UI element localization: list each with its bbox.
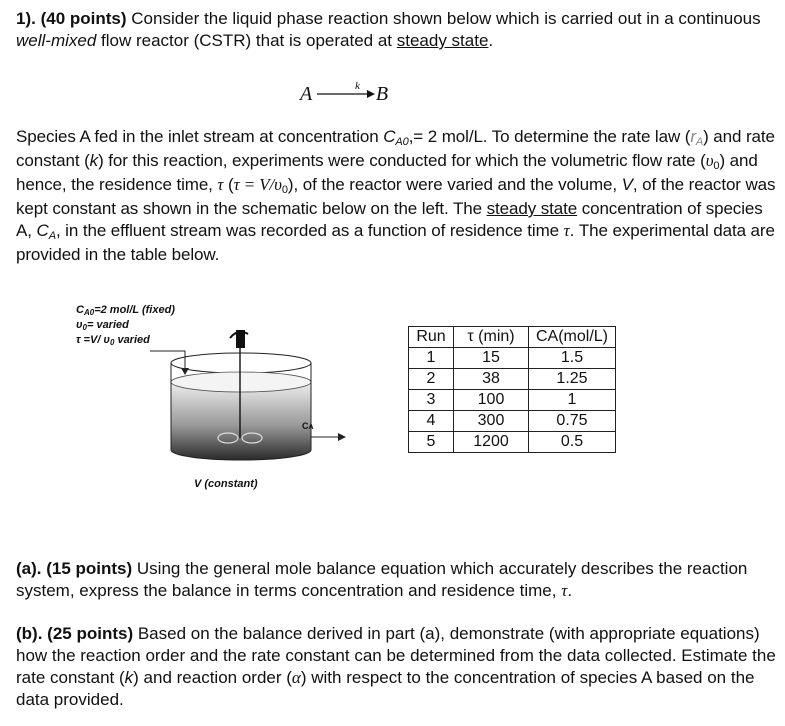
ca0-sub: A0 (395, 136, 409, 148)
part-a-question (16, 558, 776, 602)
ca-symbol: C (36, 221, 49, 240)
part-b-text: ) and reaction order ( (133, 668, 292, 687)
desc-text: ), of the reactor were varied and the volume, (287, 175, 622, 194)
cell-tau: 100 (454, 390, 529, 411)
volume-constant-label: V (constant) (194, 478, 258, 490)
ca0-symbol: C (383, 127, 396, 146)
alpha-symbol: α (291, 668, 301, 687)
part-b-text: ) with respect to the concentration of species A based on the data provided. (16, 668, 755, 709)
desc-text: . The experimental data are provided in the table below. (16, 221, 775, 264)
k-symbol: k (89, 151, 99, 170)
ra-sub: A (695, 136, 704, 148)
reactor-top-rim (171, 353, 311, 373)
description-paragraph (16, 126, 776, 266)
cell-ca: 1 (529, 390, 616, 411)
cell-tau: 15 (454, 348, 529, 369)
desc-text: Species A fed in the inlet stream at concentration (16, 127, 384, 146)
cell-run: 3 (409, 390, 454, 411)
volume-symbol: V (621, 175, 633, 194)
col-header-ca: CA(mol/L) (529, 327, 616, 348)
table-row (409, 390, 616, 411)
rate-constant-label: k (354, 80, 360, 92)
problem-number: 1). (16, 9, 36, 28)
inlet-flow-label: υ0= varied (76, 319, 129, 332)
desc-text: ) for this reaction, experiments were conducted for which the volumetric flow rate ( (98, 151, 706, 170)
intro-text-1: Consider the liquid phase reaction shown below which is carried out in a continuous (126, 9, 761, 28)
residence-time-label: τ =V/ υ0 varied (76, 334, 150, 347)
outlet-concentration-label: CA (302, 421, 314, 431)
inlet-line (150, 351, 185, 372)
tau-symbol: τ (561, 581, 568, 600)
tau-symbol: τ (217, 175, 224, 194)
steady-state-underline: steady state (486, 199, 578, 218)
part-b-label: (b). (25 points) (16, 624, 134, 643)
v0-symbol: υ (705, 151, 714, 170)
cell-tau: 1200 (454, 432, 529, 453)
cell-run: 4 (409, 411, 454, 432)
cell-tau: 38 (454, 369, 529, 390)
desc-text: , of the reactor was kept constant as shown in the schematic below on the left. The (16, 175, 776, 218)
problem-points: (40 points) (40, 9, 127, 28)
intro-italic: well-mixed (16, 31, 97, 50)
desc-text: ) and rate constant ( (16, 127, 775, 170)
col-header-tau: τ (min) (454, 327, 529, 348)
table-row (409, 369, 616, 390)
desc-text: ( (223, 175, 234, 194)
reactor-liquid (171, 382, 311, 460)
outlet-arrow (338, 433, 346, 441)
desc-text: ) and hence, the residence time, (16, 151, 758, 194)
desc-text: , in the effluent stream was recorded as a function of residence time (55, 221, 564, 240)
inlet-concentration-label: CA0=2 mol/L (fixed) (76, 304, 175, 317)
intro-text-2: flow reactor (CSTR) that is operated at (96, 31, 397, 50)
tau-symbol: τ (563, 221, 570, 240)
reaction-arrow (315, 80, 375, 104)
ca-sub: A (48, 230, 56, 242)
product: B (375, 83, 389, 105)
part-b-text: Based on the balance derived in part (a), demonstrate (with appropriate equations) how the reaction order and the rate constant can be determined from the data collected. Estimate the rate constant ( (16, 624, 776, 687)
tau-eq-sub: 0 (281, 184, 288, 196)
desc-text: concentration of species A, (16, 199, 763, 240)
cstr-schematic (150, 320, 350, 470)
cell-run: 2 (409, 369, 454, 390)
table-row (409, 432, 616, 453)
cell-tau: 300 (454, 411, 529, 432)
v0-sub: 0 (713, 160, 720, 172)
experimental-data-table (408, 326, 616, 453)
k-symbol: k (124, 668, 134, 687)
col-header-run: Run (409, 327, 454, 348)
part-a-end: . (567, 581, 573, 600)
table-header-row (409, 327, 616, 348)
problem-statement (16, 8, 776, 52)
part-b-question (16, 623, 776, 711)
cell-ca: 0.5 (529, 432, 616, 453)
ra-symbol: r (690, 127, 696, 146)
cell-run: 5 (409, 432, 454, 453)
tau-equation: τ = V/υ (233, 175, 282, 194)
liquid-surface (171, 372, 311, 392)
part-a-label: (a). (15 points) (16, 559, 133, 578)
cell-ca: 1.5 (529, 348, 616, 369)
reaction-equation (300, 80, 388, 106)
cell-ca: 0.75 (529, 411, 616, 432)
cell-ca: 1.25 (529, 369, 616, 390)
table-row (409, 348, 616, 369)
desc-text: ,= 2 mol/L. To determine the rate law ( (408, 127, 691, 146)
table-row (409, 411, 616, 432)
cell-run: 1 (409, 348, 454, 369)
reactant: A (300, 83, 312, 105)
intro-underline: steady state (396, 31, 489, 50)
part-a-text: Using the general mole balance equation which accurately describes the reaction system, express the balance in terms concentration and residence time, (16, 559, 748, 600)
intro-text-3: . (488, 31, 494, 50)
